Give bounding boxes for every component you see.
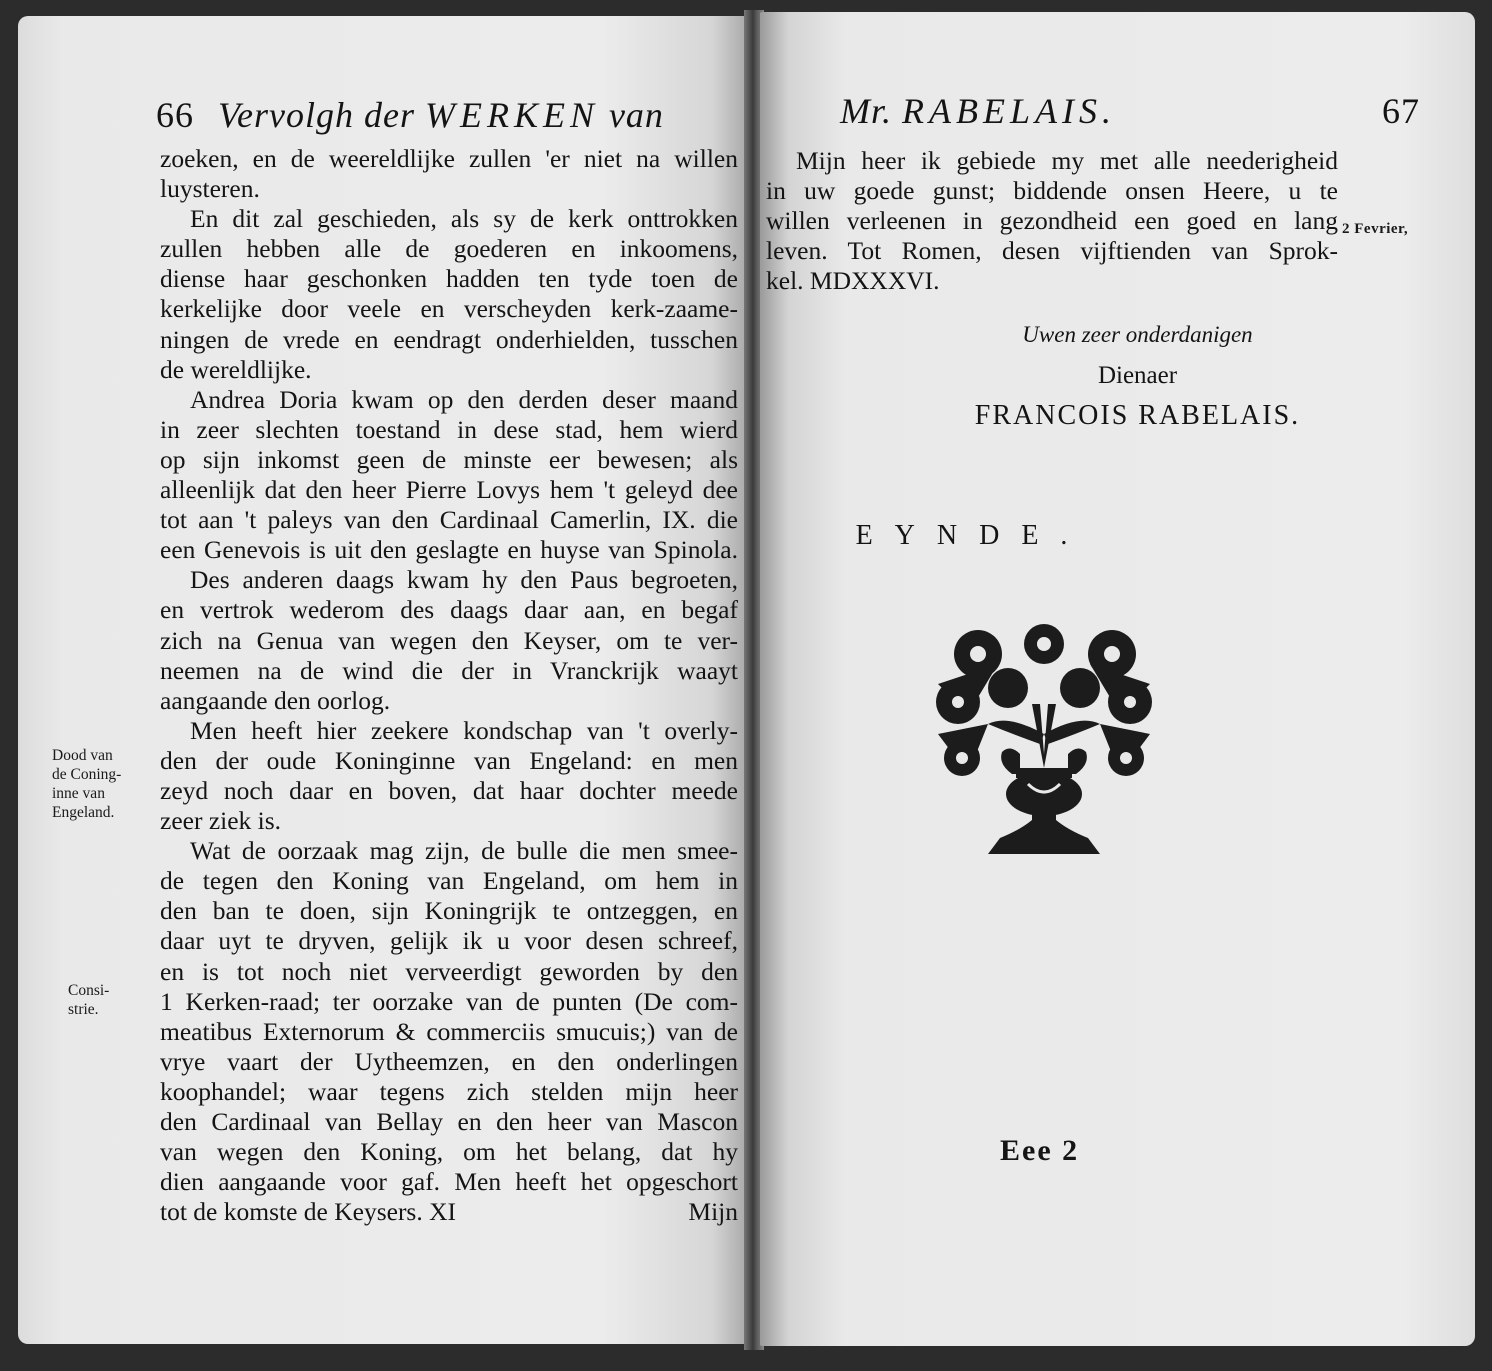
text-line: den ban te doen, sijn Koningrijk te ontzeggen, en	[160, 896, 738, 926]
text-line: daar uyt te dryven, gelijk ik u voor desen schreef,	[160, 926, 738, 956]
text-line-with-catchword	[160, 1197, 738, 1227]
text-line: op sijn inkomst geen de minste eer bewesen; als	[160, 444, 738, 474]
text-line: den Cardinaal van Bellay en den heer van Mascon	[160, 1107, 738, 1136]
text-line: zeyd noch daar en boven, dat haar dochter meede	[160, 775, 738, 805]
page-number: 66	[156, 95, 194, 135]
text-line: Mijn heer ik gebiede my met alle neederigheid	[796, 146, 1338, 175]
text-line: leven. Tot Romen, desen vijftienden van Sprok-	[766, 236, 1338, 266]
text-line: kerkelijke door veele en verscheyden kerk-zaame-	[160, 294, 738, 324]
text-line: Wat de oorzaak mag zijn, de bulle die men smee-	[190, 836, 738, 866]
text-line: van wegen den Koning, om het belang, dat hy	[160, 1137, 738, 1167]
text-line: de wereldlijke.	[160, 354, 312, 384]
text-line: 1 Kerken-raad; ter oorzake van de punten (De com-	[160, 986, 738, 1016]
text-line: dien aangaande voor gaf. Men heeft het opgeschort	[160, 1167, 738, 1197]
text-line: tot aan 't paleys van den Cardinaal Camerlin, IX. die	[160, 505, 738, 535]
servant-title: Dienaer	[1097, 362, 1178, 389]
text-line: Des anderen daags kwam hy den Paus begroeten,	[190, 565, 738, 595]
text-line: den der oude Koninginne van Engeland: en men	[160, 745, 738, 775]
text-line: alleenlijk dat den heer Pierre Lovys hem 't geleyd dee	[160, 475, 738, 505]
text-line: een Genevois is uit den geslagte en huyse van Spinola.	[160, 535, 738, 565]
margin-note-death-queen	[52, 746, 152, 822]
running-head-right	[840, 90, 1420, 140]
signature-mark: Eee 2	[1000, 1134, 1080, 1167]
margin-note-consistory	[68, 981, 148, 1019]
running-head-text: Vervolgh der	[218, 95, 415, 135]
text-line: en is tot noch niet verveerdigt geworden by den	[160, 956, 738, 986]
body-text	[766, 146, 1338, 296]
text-line: kel. MDXXXVI.	[766, 266, 940, 296]
text-line: vrye vaart der Uytheemzen, en den onderlingen	[160, 1046, 738, 1076]
page-number: 67	[1382, 91, 1420, 131]
text-line: in uw goede gunst; biddende onsen Heere, u te	[766, 176, 1338, 206]
margin-note-line: Engeland.	[52, 804, 115, 821]
margin-note-line: Dood van	[52, 747, 113, 764]
text-line: meatibus Externorum & commerciis smucuis;) van de	[160, 1016, 738, 1046]
flower-vase-woodcut-icon	[928, 624, 1160, 856]
text-line: de tegen den Koning van Engeland, om hem in	[160, 866, 738, 896]
running-head-caps: RABELAIS.	[902, 91, 1116, 131]
running-head-left	[156, 94, 664, 144]
text-line: zullen hebben alle de goederen en inkoomens,	[160, 234, 738, 264]
margin-note-line: strie.	[68, 1001, 99, 1018]
text-line: Andrea Doria kwam op den derden deser maand	[190, 384, 738, 414]
margin-note-line: de Coning-	[52, 766, 122, 783]
text-line: in zeer slechten toestand in dese stad, hem wierd	[160, 414, 738, 444]
margin-note-line: Consi-	[68, 982, 110, 999]
text-line: willen verleenen in gezondheid een goed en lang	[766, 206, 1338, 236]
running-head-text: van	[608, 95, 664, 135]
end-mark: EYNDE.	[855, 520, 1090, 551]
body-text	[160, 144, 738, 1227]
running-head-caps: WERKEN	[424, 95, 599, 135]
text-line: aangaande den oorlog.	[160, 685, 391, 715]
text-line: diense haar geschonken hadden ten tyde toen de	[160, 264, 738, 294]
text-line: neemen na de wind die der in Vranckrijk waayt	[160, 655, 738, 685]
text-line: Men heeft hier zeekere kondschap van 't overly-	[190, 715, 738, 745]
margin-note-date: 2 Fevrier,	[1342, 221, 1409, 237]
text-line: luysteren.	[160, 174, 260, 204]
text-line: koophandel; waar tegens zich stelden mijn heer	[160, 1076, 738, 1106]
text-line: zoeken, en de weereldlijke zullen 'er niet na willen	[160, 144, 738, 173]
catchword: Mijn	[688, 1197, 738, 1227]
margin-note-line: inne van	[52, 785, 105, 802]
running-head-text: Mr.	[840, 91, 893, 131]
author-signature: FRANCOIS RABELAIS.	[974, 400, 1301, 431]
right-page	[760, 12, 1475, 1346]
text-line: tot de komste de Keysers. XI	[160, 1197, 457, 1227]
text-line: en vertrok wederom des daags daar aan, en begaf	[160, 595, 738, 625]
text-line: En dit zal geschieden, als sy de kerk onttrokken	[190, 204, 738, 234]
text-line: ningen de vrede en eendragt onderhielden, tusschen	[160, 324, 738, 354]
text-line: zich na Genua van wegen den Keyser, om te ver-	[160, 625, 738, 655]
text-line: zeer ziek is.	[160, 806, 282, 836]
left-page	[18, 16, 748, 1344]
salutation: Uwen zeer onderdanigen	[1022, 322, 1253, 347]
